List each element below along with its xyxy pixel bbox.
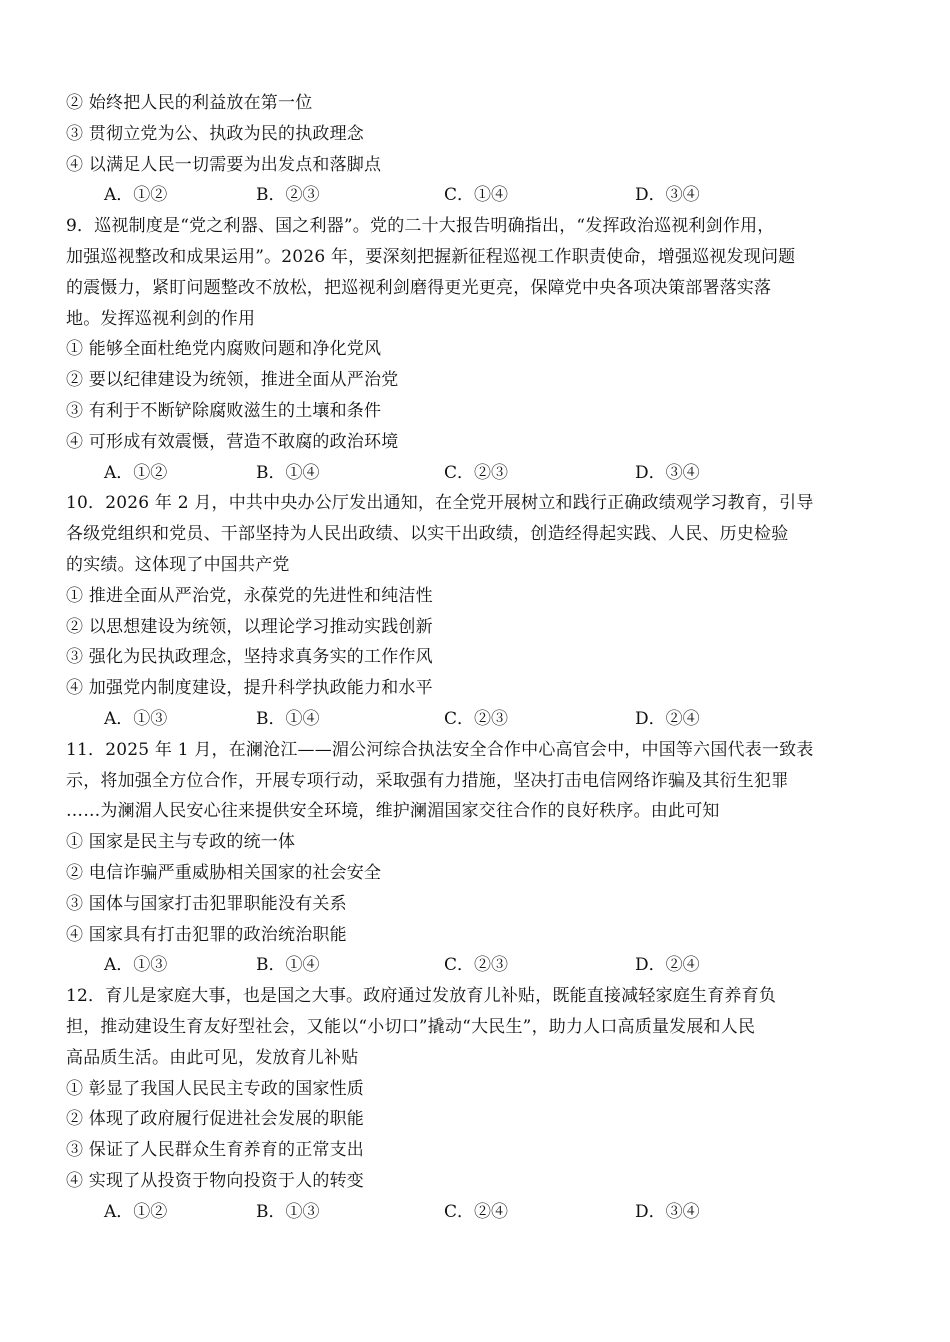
stem-line: 的实绩。这体现了中国共产党 xyxy=(66,554,290,575)
stem-line: 加强巡视整改和成果运用”。2026 年，要深刻把握新征程巡视工作职责使命，增强巡视发现问题 xyxy=(66,246,796,267)
stem-line: 10．2026 年 2 月，中共中央办公厅发出通知，在全党开展树立和践行正确政绩观学习教育，引导 xyxy=(66,493,814,514)
choice-c: C．②③ xyxy=(444,955,509,976)
question-8-tail xyxy=(66,88,886,211)
option-line: ③ 有利于不断铲除腐败滋生的土壤和条件 xyxy=(66,400,382,421)
option-line: ④ 国家具有打击犯罪的政治统治职能 xyxy=(66,924,347,945)
choice-d: D．③④ xyxy=(635,185,700,206)
stem-line: 担，推动建设生育友好型社会，又能以“小切口”撬动“大民生”，助力人口高质量发展和人民 xyxy=(66,1016,756,1037)
question-10 xyxy=(66,488,886,734)
question-11 xyxy=(66,735,886,981)
stem-line: 9．巡视制度是“党之利器、国之利器”。党的二十大报告明确指出，“发挥政治巡视利剑作用， xyxy=(66,216,775,237)
choice-c: C．②③ xyxy=(444,462,509,483)
choice-d: D．②④ xyxy=(635,708,700,729)
option-line: ② 始终把人民的利益放在第一位 xyxy=(66,93,313,113)
question-stem xyxy=(66,735,886,827)
stem-line: 示，将加强全方位合作，开展专项行动，采取强有力措施，坚决打击电信网络诈骗及其衍生犯罪 xyxy=(66,770,789,791)
stem-line: 12．育儿是家庭大事，也是国之大事。政府通过发放育儿补贴，既能直接减轻家庭生育养育负 xyxy=(66,986,777,1007)
option-line: ③ 强化为民执政理念，坚持求真务实的工作作风 xyxy=(66,647,433,668)
exam-page xyxy=(66,88,886,1227)
choice-c: C．②④ xyxy=(444,1201,509,1222)
choice-c: C．①④ xyxy=(444,185,509,206)
question-stem xyxy=(66,488,886,580)
option-line: ① 推进全面从严治党，永葆党的先进性和纯洁性 xyxy=(66,585,433,606)
stem-line: ……为澜湄人民安心往来提供安全环境，维护澜湄国家交往合作的良好秩序。由此可知 xyxy=(66,801,720,822)
question-9 xyxy=(66,211,886,488)
stem-line: 11．2025 年 1 月，在澜沧江——湄公河综合执法安全合作中心高官会中，中国等六国代表一致表 xyxy=(66,739,814,760)
stem-line: 地。发挥巡视利剑的作用 xyxy=(66,308,256,329)
question-stem xyxy=(66,211,886,334)
choice-b: B．①③ xyxy=(256,1201,320,1222)
option-line: ① 能够全面杜绝党内腐败问题和净化党风 xyxy=(66,339,382,360)
option-line: ② 体现了政府履行促进社会发展的职能 xyxy=(66,1109,365,1130)
question-12 xyxy=(66,981,886,1227)
answer-choices xyxy=(66,180,886,211)
option-line: ④ 加强党内制度建设，提升科学执政能力和水平 xyxy=(66,678,433,699)
option-line: ① 彰显了我国人民民主专政的国家性质 xyxy=(66,1078,365,1099)
choice-b: B．①④ xyxy=(256,708,320,729)
option-line: ④ 以满足人民一切需要为出发点和落脚点 xyxy=(66,154,382,175)
choice-d: D．③④ xyxy=(635,1201,700,1222)
option-line: ① 国家是民主与专政的统一体 xyxy=(66,832,296,853)
option-line: ② 以思想建设为统领，以理论学习推动实践创新 xyxy=(66,616,433,637)
answer-choices xyxy=(66,458,886,489)
stem-line: 的震慑力，紧盯问题整改不放松，把巡视利剑磨得更光更亮，保障党中央各项决策部署落实落 xyxy=(66,277,772,298)
option-line: ② 电信诈骗严重威胁相关国家的社会安全 xyxy=(66,862,382,883)
stem-line: 各级党组织和党员、干部坚持为人民出政绩、以实干出政绩，创造经得起实践、人民、历史检验 xyxy=(66,524,789,545)
question-stem xyxy=(66,981,886,1073)
choice-b: B．①④ xyxy=(256,955,320,976)
option-line: ② 要以纪律建设为统领，推进全面从严治党 xyxy=(66,370,399,391)
stem-line: 高品质生活。由此可见，发放育儿补贴 xyxy=(66,1047,359,1068)
answer-choices xyxy=(66,950,886,981)
answer-choices xyxy=(66,704,886,735)
answer-choices xyxy=(66,1197,886,1228)
choice-a: A．①② xyxy=(104,1201,168,1222)
choice-a: A．①③ xyxy=(104,708,168,729)
choice-a: A．①② xyxy=(104,185,168,206)
choice-d: D．③④ xyxy=(635,462,700,483)
option-line: ④ 实现了从投资于物向投资于人的转变 xyxy=(66,1170,365,1191)
choice-b: B．①④ xyxy=(256,462,320,483)
option-line: ③ 国体与国家打击犯罪职能没有关系 xyxy=(66,893,347,914)
choice-c: C．②③ xyxy=(444,708,509,729)
choice-a: A．①③ xyxy=(104,955,168,976)
option-line: ③ 保证了人民群众生育养育的正常支出 xyxy=(66,1140,365,1161)
choice-a: A．①② xyxy=(104,462,168,483)
choice-b: B．②③ xyxy=(256,185,320,206)
option-line: ④ 可形成有效震慑，营造不敢腐的政治环境 xyxy=(66,431,399,452)
option-line: ③ 贯彻立党为公、执政为民的执政理念 xyxy=(66,123,365,144)
choice-d: D．②④ xyxy=(635,955,700,976)
